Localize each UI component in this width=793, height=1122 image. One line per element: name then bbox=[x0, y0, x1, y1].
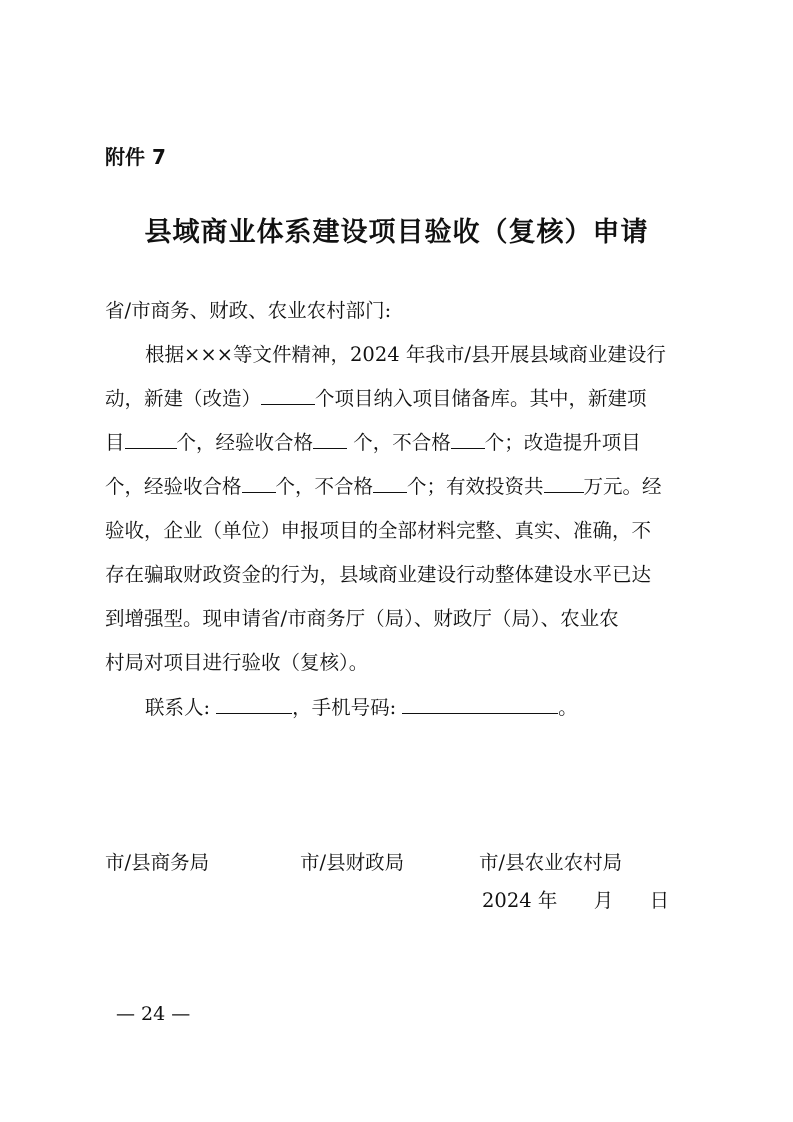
body-line-2: 动，新建（改造） 个项目纳入项目储备库。其中，新建项 bbox=[105, 387, 647, 410]
body-line-3: 目 个，经验收合格 个，不合格 个；改造提升项目 bbox=[105, 431, 641, 454]
blank-new-projects[interactable] bbox=[125, 430, 177, 449]
date-day: 日 bbox=[649, 889, 670, 912]
contact-line: 联系人: ，手机号码: 。 bbox=[145, 696, 578, 719]
date-line bbox=[482, 885, 669, 913]
body-line-8: 村局对项目进行验收（复核）。 bbox=[105, 651, 369, 674]
date-year: 2024 年 bbox=[482, 889, 558, 912]
date-month: 月 bbox=[593, 889, 614, 912]
body-line-6: 存在骗取财政资金的行为，县域商业建设行动整体建设水平已达 bbox=[105, 563, 652, 586]
body-line-7: 到增强型。现申请省/市商务厅（局）、财政厅（局）、农业农 bbox=[105, 607, 619, 630]
body-line-4: 个，经验收合格 个，不合格 个；有效投资共 万元。经 bbox=[105, 475, 662, 498]
signature-agriculture: 市/县农业农村局 bbox=[479, 851, 623, 874]
signature-commerce: 市/县商务局 bbox=[105, 851, 210, 874]
body-line-5: 验收，企业（单位）申报项目的全部材料完整、真实、准确，不 bbox=[105, 519, 652, 542]
body-line-1: 根据×××等文件精神，2024 年我市/县开展县域商业建设行 bbox=[145, 343, 666, 366]
phone-number-field[interactable] bbox=[402, 695, 558, 714]
blank-upgrade-unqualified[interactable] bbox=[373, 474, 407, 493]
blank-investment[interactable] bbox=[544, 474, 584, 493]
contact-person-label: 联系人: bbox=[145, 696, 211, 719]
contact-person-field[interactable] bbox=[216, 695, 292, 714]
annex-label: 附件 7 bbox=[105, 145, 166, 169]
blank-total-projects[interactable] bbox=[261, 386, 315, 405]
blank-new-qualified[interactable] bbox=[313, 430, 347, 449]
blank-new-unqualified[interactable] bbox=[451, 430, 485, 449]
document-title: 县域商业体系建设项目验收（复核）申请 bbox=[144, 217, 649, 248]
page-number: — 24 — bbox=[116, 1003, 191, 1025]
addressee: 省/市商务、财政、农业农村部门: bbox=[105, 299, 392, 322]
signature-finance: 市/县财政局 bbox=[300, 851, 405, 874]
blank-upgrade-qualified[interactable] bbox=[242, 474, 276, 493]
phone-label: ，手机号码: bbox=[292, 696, 397, 719]
